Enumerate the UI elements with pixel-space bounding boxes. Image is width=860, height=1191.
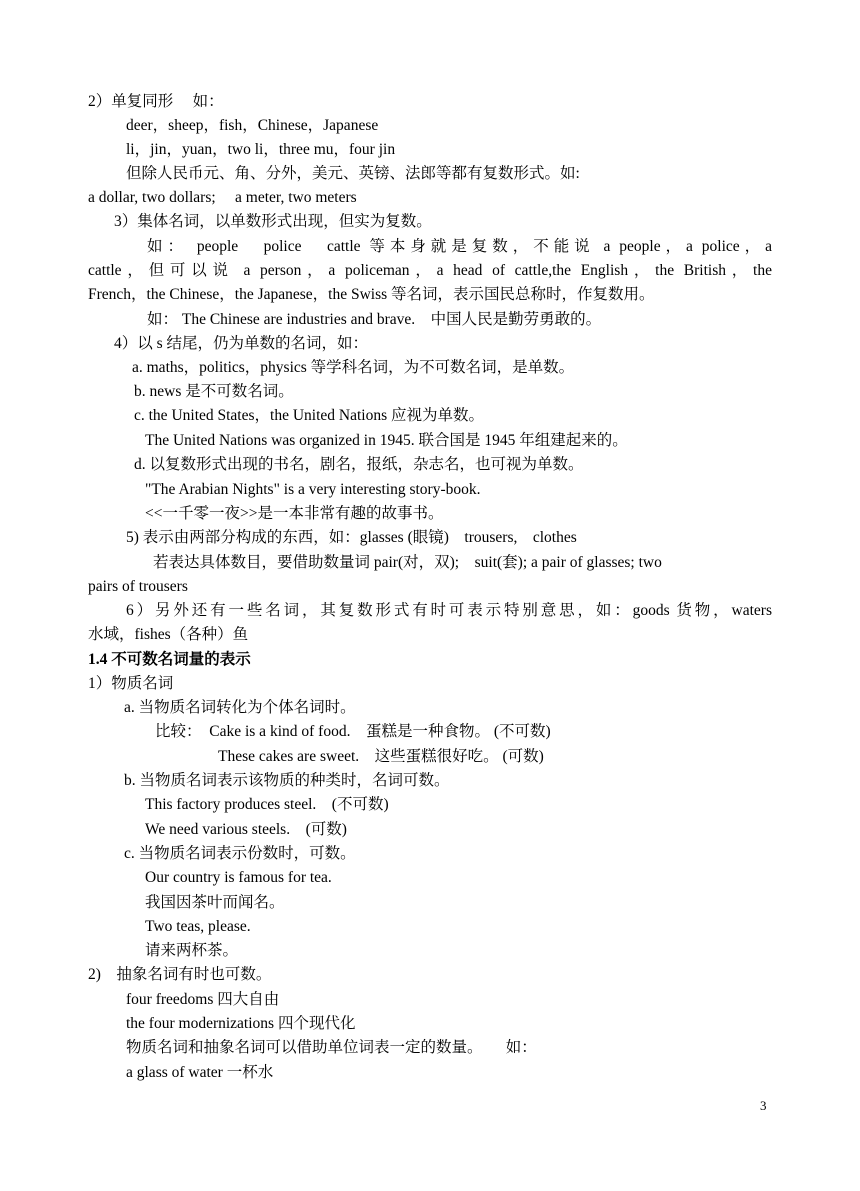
text-line: 物质名词和抽象名词可以借助单位词表一定的数量。 如： xyxy=(126,1039,537,1056)
text-line: c. the United States，the United Nations 应视为单数。 xyxy=(134,407,484,424)
text-line: the four modernizations 四个现代化 xyxy=(126,1015,356,1032)
text-line: b. 当物质名词表示该物质的种类时，名词可数。 xyxy=(124,772,450,789)
text-line: a. 当物质名词转化为个体名词时。 xyxy=(124,699,356,716)
text-line: 6）另外还有一些名词，其复数形式有时可表示特别意思，如：goods 货物，waters xyxy=(126,602,772,619)
text-line: 4）以 s 结尾，仍为单数的名词，如： xyxy=(114,335,369,352)
text-line: a dollar, two dollars; a meter, two meters xyxy=(88,189,357,206)
text-line: 5) 表示由两部分构成的东西，如：glasses (眼镜) trousers, clothes xyxy=(126,529,577,546)
text-line: We need various steels. (可数) xyxy=(145,821,347,838)
text-line: cattle，但可以说 a person，a policeman，a head of cattle,the English，the British，the xyxy=(88,262,772,279)
text-line: 3）集体名词，以单数形式出现，但实为复数。 xyxy=(114,213,432,230)
text-line: c. 当物质名词表示份数时，可数。 xyxy=(124,845,356,862)
text-line: 请来两杯茶。 xyxy=(145,942,239,959)
text-line: d. 以复数形式出现的书名，剧名，报纸，杂志名，也可视为单数。 xyxy=(134,456,584,473)
text-line: 如： people police cattle 等本身就是复数，不能说 a people，a police，a xyxy=(147,238,772,255)
text-line: four freedoms 四大自由 xyxy=(126,991,280,1008)
text-line: 但除人民币元、角、分外，美元、英镑、法郎等都有复数形式。如: xyxy=(126,165,580,182)
text-line: These cakes are sweet. 这些蛋糕很好吃。 (可数) xyxy=(218,748,544,765)
text-line: French，the Chinese，the Japanese，the Swiss 等名词，表示国民总称时，作复数用。 xyxy=(88,286,655,303)
text-line: Two teas, please. xyxy=(145,918,251,935)
text-line: The United Nations was organized in 1945. 联合国是 1945 年组建起来的。 xyxy=(145,432,628,449)
text-line: 比较： Cake is a kind of food. 蛋糕是一种食物。 (不可数) xyxy=(155,723,551,740)
section-heading: 1.4 不可数名词量的表示 xyxy=(88,651,251,668)
text-line: <<一千零一夜>>是一本非常有趣的故事书。 xyxy=(145,505,444,522)
text-line: "The Arabian Nights" is a very interesting story-book. xyxy=(145,481,481,498)
text-line: 2) 抽象名词有时也可数。 xyxy=(88,966,272,983)
text-line: li，jin，yuan，two li，three mu，four jin xyxy=(126,141,396,158)
text-line: 若表达具体数目，要借助数量词 pair(对，双); suit(套); a pair of glasses; two xyxy=(153,554,662,571)
text-line: 水域，fishes（各种）鱼 xyxy=(88,626,249,643)
text-line: pairs of trousers xyxy=(88,578,188,595)
text-line: Our country is famous for tea. xyxy=(145,869,332,886)
text-line: 如： The Chinese are industries and brave. 中国人民是勤劳勇敢的。 xyxy=(147,311,602,328)
text-line: 1）物质名词 xyxy=(88,675,174,692)
text-line: b. news 是不可数名词。 xyxy=(134,383,294,400)
text-line: a glass of water 一杯水 xyxy=(126,1064,274,1081)
text-line: deer，sheep，fish，Chinese，Japanese xyxy=(126,117,379,134)
text-line: a. maths，politics，physics 等学科名词，为不可数名词，是单数。 xyxy=(132,359,575,376)
page-number: 3 xyxy=(760,1098,767,1113)
text-line: 我国因茶叶而闻名。 xyxy=(145,894,285,911)
text-line: This factory produces steel. (不可数) xyxy=(145,796,389,813)
text-line: 2）单复同形 如： xyxy=(88,93,224,110)
